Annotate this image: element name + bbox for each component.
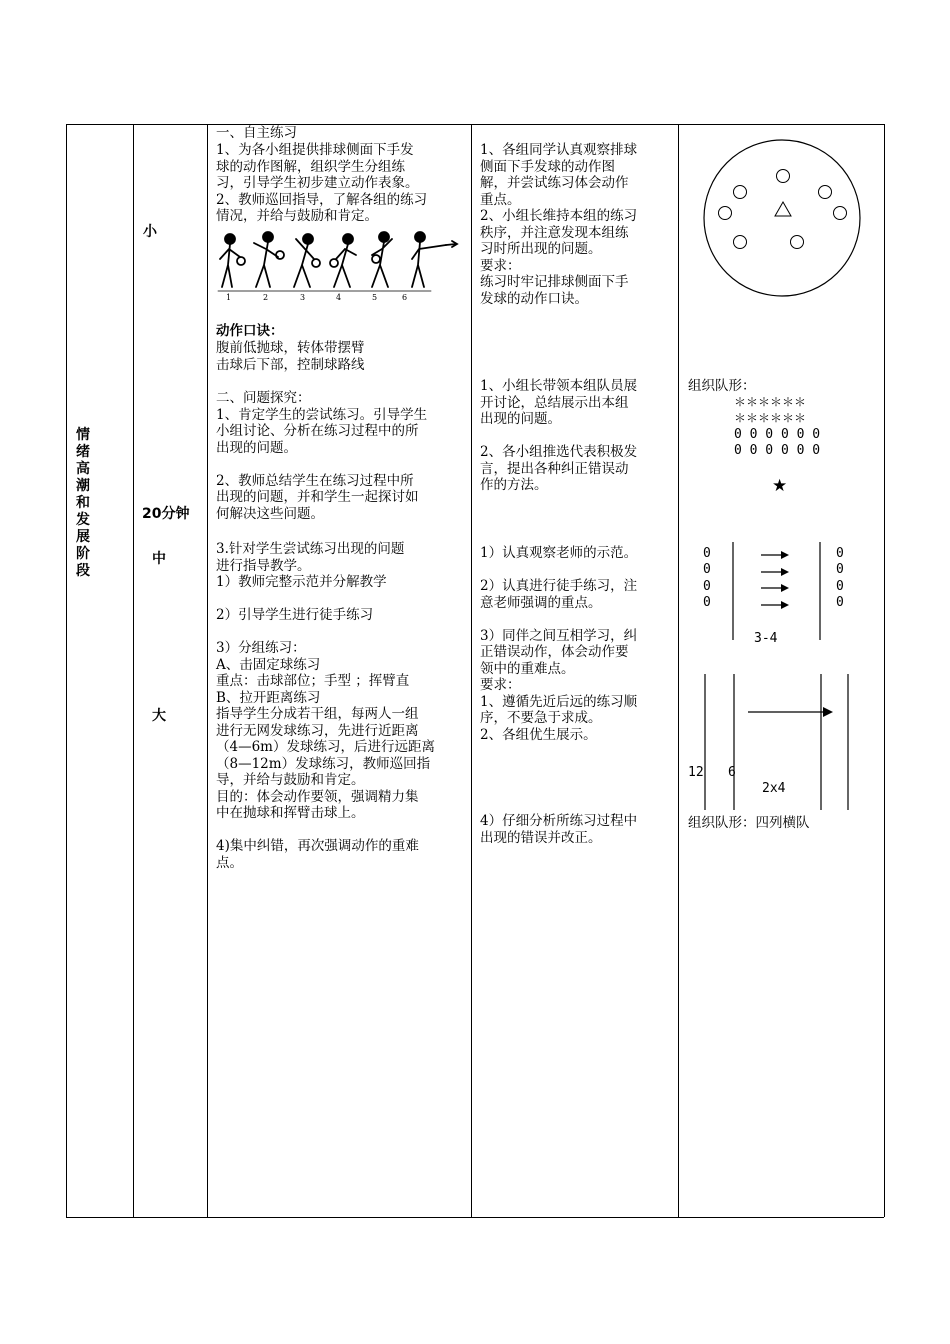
teacher-triangle-icon [775, 202, 791, 216]
table-col-border [471, 124, 472, 1217]
figure-head [343, 234, 353, 244]
diagram3-caption: 2x4 [762, 781, 786, 796]
diagram2-caption: 3-4 [754, 631, 778, 646]
diagram2-zero: 0 [703, 595, 711, 610]
diagram2-lines [725, 540, 825, 645]
table-bottom-border [66, 1217, 884, 1218]
intensity-big: 大 [152, 708, 166, 724]
circle-formation-diagram [700, 138, 870, 300]
teacher-section1-text: 1、为各小组提供排球侧面下手发 球的动作图解，组织学生分组练 习，引导学生初步建立动作表象。 2、教师巡回指导，了解各组的练习 情况，并给与鼓励和肯定。 [216, 142, 428, 224]
time-label: 20分钟 [142, 506, 190, 522]
table-top-border [66, 124, 884, 125]
formation1-row: ＊＊＊＊＊＊ [734, 395, 807, 409]
figure-head [379, 232, 389, 242]
ball-icon [330, 259, 338, 267]
figure-number: 1 [226, 293, 232, 302]
figure-number: 4 [336, 293, 342, 302]
stage-name: 情绪高潮和发展阶段 [76, 427, 90, 579]
table-col-border [133, 124, 134, 1217]
intensity-small: 小 [143, 224, 157, 240]
ball-icon [276, 251, 284, 259]
student-marker-icon [819, 186, 832, 199]
intensity-mid: 中 [152, 551, 166, 567]
table-col-border [66, 124, 67, 1217]
diagram2-zero: 0 [836, 579, 844, 594]
ball-icon [372, 255, 380, 263]
diagram3-num: 12 [688, 765, 704, 780]
student-block-1: 1、各组同学认真观察排球 侧面下手发球的动作图 解，并尝试练习体会动作 重点。 2、小组长维持本组的练习 秩序，并注意发现本组练 习时所出现的问题。 要求： 练习时牢记排球侧面下手 发球的动作口诀。 [480, 142, 638, 307]
student-block-2: 1、小组长带领本组队员展 开讨论，总结展示出本组 出现的问题。 2、各小组推选代表积极发 言，提出各种纠正错误动 作的方法。 [480, 378, 638, 493]
figure-head [263, 232, 273, 242]
figure-head [415, 232, 425, 242]
student-marker-icon [777, 170, 790, 183]
ball-icon [237, 257, 245, 265]
diagram2-zero: 0 [703, 546, 711, 561]
student-marker-icon [791, 236, 804, 249]
verse-text: 腹前低抛球，转体带摆臂 击球后下部，控制球路线 [216, 340, 365, 373]
figure-number: 6 [402, 293, 408, 302]
student-block-3: 1）认真观察老师的示范。 2）认真进行徒手练习，注 意老师强调的重点。 3）同伴之间互相学习，纠 正错误动作，体会动作要 领中的重难点。 要求： 1、遵循先近后远的练习顺 序，不要急于求成。 2、各组优生展示。 [480, 545, 638, 743]
table-col-border [207, 124, 208, 1217]
figure-number: 3 [300, 293, 306, 302]
diagram2-zero: 0 [703, 579, 711, 594]
teacher-section1-title: 一、自主练习 [216, 125, 297, 141]
table-col-border [884, 124, 885, 1217]
star-icon: ★ [772, 476, 788, 496]
student-marker-icon [719, 207, 732, 220]
formation1-row: 0 0 0 0 0 0 [734, 427, 821, 442]
diagram2-zero: 0 [703, 562, 711, 577]
diagram3-num: 6 [728, 765, 736, 780]
formation1-label: 组织队形： [688, 378, 756, 394]
formation1-row: ＊＊＊＊＊＊ [734, 411, 807, 425]
figure-head [303, 234, 313, 244]
formation2-label: 组织队形：四列横队 [688, 815, 810, 831]
formation1-row: 0 0 0 0 0 0 [734, 443, 821, 458]
student-marker-icon [834, 207, 847, 220]
verse-title: 动作口诀： [216, 323, 284, 339]
student-block-4: 4）仔细分析所练习过程中 出现的错误并改正。 [480, 813, 638, 846]
diagram2-zero: 0 [836, 595, 844, 610]
student-marker-icon [734, 236, 747, 249]
figure-number: 5 [372, 293, 378, 302]
diagram2-zero: 0 [836, 562, 844, 577]
student-marker-icon [734, 186, 747, 199]
figure-head [225, 234, 235, 244]
teacher-section2-text: 二、问题探究： 1、肯定学生的尝试练习。引导学生 小组讨论、分析在练习过程中的所 出现的问题。 2、教师总结学生在练习过程中所 出现的问题，并和学生一起探讨如 何解决这些问题。 [216, 390, 428, 522]
figure-number: 2 [263, 293, 269, 302]
teacher-section3-text: 3.针对学生尝试练习出现的问题 进行指导教学。 1）教师完整示范并分解教学 2）引导学生进行徒手练习 3）分组练习： A、击固定球练习 重点：击球部位；手型 ；挥臂直 B、拉开距离练习 指导学生分成若干组，每两人一组 进行无网发球练习，先进行近距离 （4—6m）发球练习，后进行远距离 （8—12m）发球练习，教师巡回指 导，并给与鼓励和肯定。 目的：体会动作要领，强调精力集 中在抛球和挥臂击球上。 4)集中纠错，再次强调动作的重难 点。 [216, 541, 435, 871]
ball-icon [312, 259, 320, 267]
table-col-border [678, 124, 679, 1217]
diagram2-zero: 0 [836, 546, 844, 561]
